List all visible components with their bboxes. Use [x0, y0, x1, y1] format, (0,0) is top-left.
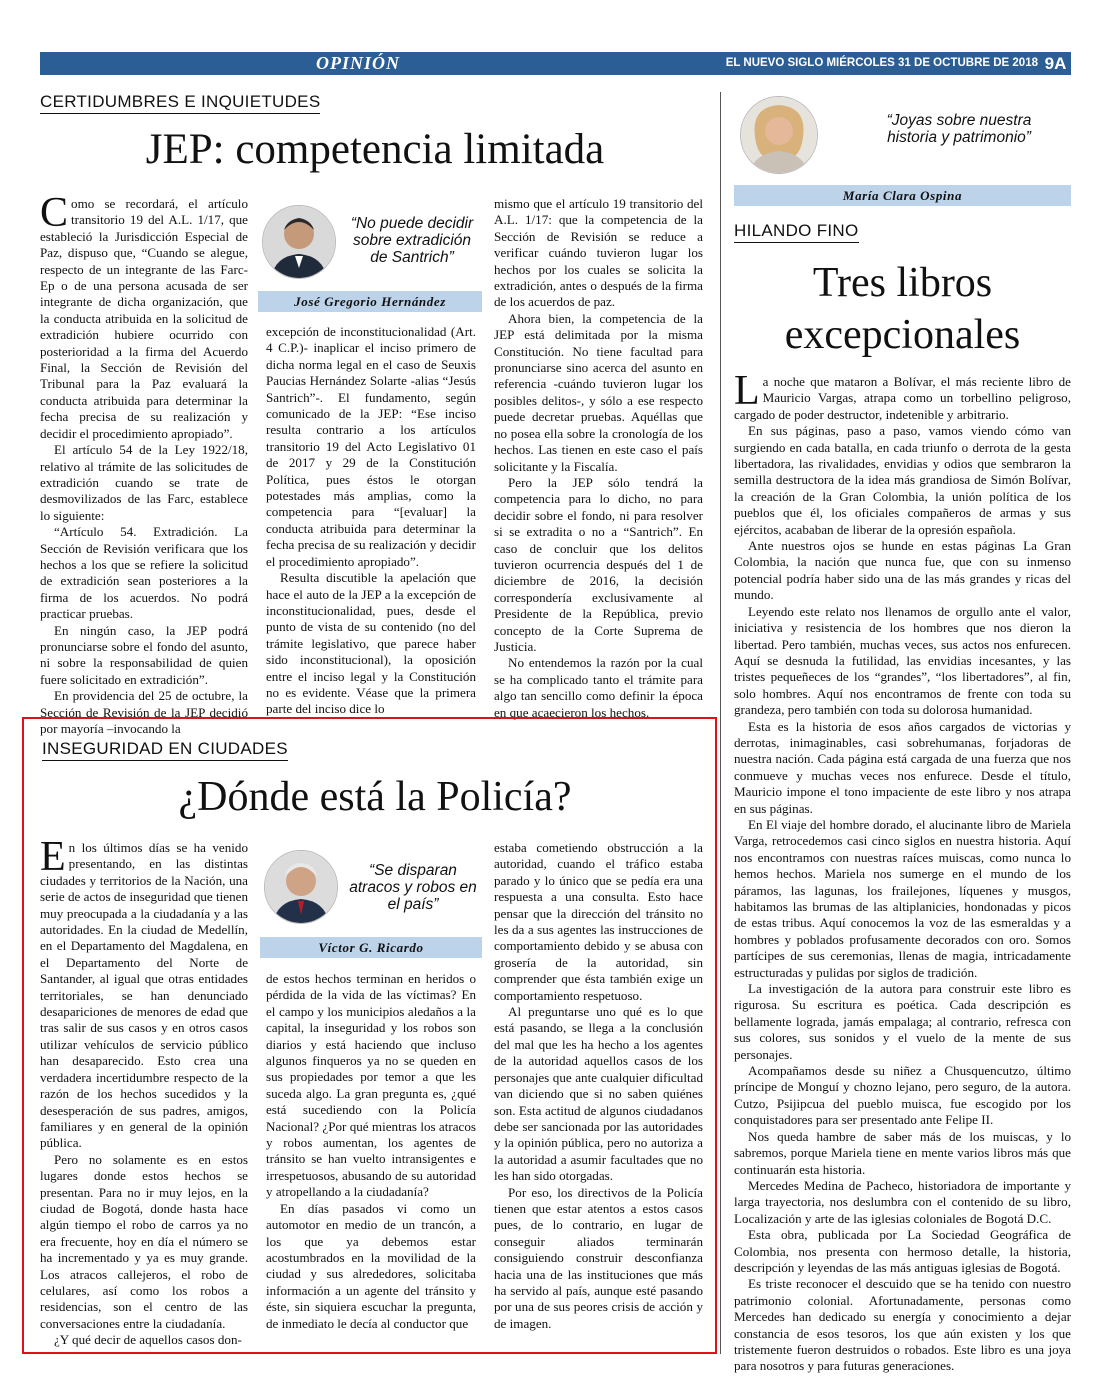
article2-title: ¿Dónde está la Policía? [178, 774, 572, 820]
article1-column-2 [266, 324, 476, 718]
article3-body [734, 368, 1071, 1375]
article1-paragraph: En providencia del 25 de octubre, la Sección de Revisión de la JEP decidió por mayoría –invocando la [40, 688, 248, 736]
article1-paragraph: Resulta discutible la apelación que hace el auto de la JEP a la excepción de inconstitucionalidad, pues, desde el punto de vista de su contenido (no del trámite legislativo, que parece haber sido inconstitucional), la oposición entre el inciso legal y la Constitución no es evidente. Véase que la primera parte del inciso dice lo [266, 570, 476, 717]
article2-quote-box [260, 844, 482, 958]
article1-column-1 [40, 190, 248, 737]
article3-paragraph: Leyendo este relato nos llenamos de orgullo ante el valor, iniciativa y resistencia de los hombres que nos dieron la libertad. Pero también, muchas veces, sus actos nos enfurecen. Aquí se desnuda la futilidad, las envidias incesantes, y las tristes pequeñeces de los “grandes”, “los libertadores”, al fin, solo hombres. Aquí nos encontramos de frente con toda su grandeza, pero también con toda su dolorosa humanidad. [734, 603, 1071, 718]
article3-paragraph: Es triste reconocer el descuido que se ha tenido con nuestro patrimonio colonial. Afortunadamente, personas como Mercedes han dedicado su energía y conocimiento a dejar constancia de esos tesoros, los que aún existen y los que tristemente fueron destruidos o robados. Este libro es una joya para nosotros y para futuras generaciones. [734, 1276, 1071, 1374]
article1-kicker: CERTIDUMBRES E INQUIETUDES [40, 92, 320, 114]
author-photo [740, 96, 818, 174]
author-photo [262, 205, 336, 279]
article1-paragraph: mismo que el artículo 19 transitorio del A.L. 1/17: que la competencia de la Sección de Revisión se reduce a verificar cuándo tuvieron lugar los hechos por los cuales se solicita la extradición, antes o después de la firma de los acuerdos de paz. [494, 196, 703, 310]
article1-pull-quote: “No puede decidir sobre extradición de Santrich” [350, 215, 474, 266]
article3-paragraph: Ante nuestros ojos se hunde en estas páginas La Gran Colombia, la nación que nunca fue, que con su inmenso potencial podría haber sido una de las más grandes y ricas del mundo. [734, 538, 1071, 603]
article2-column-3 [494, 840, 703, 1332]
article1-paragraph: “Artículo 54. Extradición. La Sección de Revisión verificara que los hechos a los que se refiere la solicitud de extradición sean posteriores a la firma de los acuerdos. No podrá practicar pruebas. [40, 524, 248, 622]
article2-paragraph: Por eso, los directivos de la Policía tienen que estar atentos a estos casos pues, de lo contrario, en lugar de conseguir aliados terminarán consiguiendo construir desconfianza hacia una de las instituciones que más ha servido al país, aunque esté pasando por una de sus peores crisis de acción y de imagen. [494, 1184, 703, 1331]
article3-paragraph: Nos queda hambre de saber más de los muiscas, y lo sabremos, porque Mariela tiene en mente varios libros más que continuarán esta historia. [734, 1128, 1071, 1177]
article2-pull-quote: “Se disparan atracos y robos en el país” [349, 862, 477, 913]
article1-title: JEP: competencia limitada [145, 126, 605, 173]
article3-paragraph: En sus páginas, paso a paso, vamos viendo cómo van surgiendo en cada batalla, en cada triunfo o derrota de la gesta libertadora, las rivalidades, envidias y odios que sembraron la semilla destructora de la idea más grandiosa de Simón Bolívar, la creación de la Gran Colombia, la unión política de los pueblos que él, los oficiales compañeros de armas y sus ejércitos, acababan de liberar de la opresión española. [734, 423, 1071, 537]
article1-paragraph: No entendemos la razón por la cual se ha complicado tanto el trámite para algo tan sencillo como definir la época en que acaecieron los hechos. [494, 655, 703, 720]
article3-paragraph: Esta obra, publicada por La Sociedad Geográfica de Colombia, nos presenta con hermoso detalle, la historia, descripción y leyendas de las más antiguas iglesias de Bogotá. [734, 1227, 1071, 1275]
article3-paragraph: Acompañamos desde su niñez a Chusquencutzo, último príncipe de Monguí y chozno lejano, pero seguro, de la autora. Cutzo, Psijipcua del pueblo muisca, fue escogido por los conquistadores para ser presentado ante Felipe II. [734, 1063, 1071, 1128]
article2-paragraph: estaba cometiendo obstrucción a la autoridad, cuando el tráfico estaba parado y lo único que se pedía era una respuesta a una consulta. Esto hace pensar que la dirección del tránsito no les da a sus agentes las instrucciones de comportamiento debido y se abusa con grosería de la autoridad, sin comprender que ésta también exige un comportamiento respetuoso. [494, 840, 703, 1003]
page-number: 9A [1044, 54, 1067, 73]
article2-paragraph: ¿Y qué decir de aquellos casos don- [54, 1332, 242, 1348]
article1-paragraph: excepción de inconstitucionalidad (Art. 4 C.P.)- inaplicar el inciso primero de dicha norma legal en el caso de Seuxis Paucias Hernández Solarte -alias “Jesús Santrich”-. El fundamento, según comunicado de la JEP: “Ese inciso resulta contrario a los artículos transitorio 19 del Acto Legislativo 01 de 2017 y 29 de la Constitución Política, pues éstos le otorgan potestades más amplias, como la competencia para “[evaluar] la conducta atribuida para determinar la fecha precisa de su realización y decidir el procedimiento apropiado”. [266, 324, 476, 569]
article2-column-2 [266, 971, 476, 1332]
article3-paragraph: Mercedes Medina de Pacheco, historiadora de importante y larga trayectoria, nos deslumbra con el contenido de su libro, Localización y arte de las iglesias coloniales de Bogotá D.C. [734, 1177, 1071, 1226]
article1-paragraph: Como se recordará, el artículo transitorio 19 del A.L. 1/17, que estableció la Jurisdicción Especial de Paz, dispuso que, “Cuando se alegue, respecto de un integrante de las Farc-Ep o de una persona acusada de ser integrante de dicha organización, que la conducta atribuida en la solicitud de extradición hubiere ocurrido con posterioridad a la firma del Acuerdo Final, la Sección de Revisión del Tribunal para la Paz evaluará la conducta atribuida para determinar la fecha precisa de su realización y decidir el procedimiento apropiado”. [40, 190, 248, 441]
article1-column-3 [494, 196, 703, 721]
article3-paragraph: En El viaje del hombre dorado, el alucinante libro de Mariela Varga, retrocedemos casi cinco siglos en nuestra historia. Aquí nos encontramos con nuestras raíces muiscas, como nunca lo hemos hechos. Mariela nos sumerge en el mundo de los páramos, las lagunas, los frailejones, líquenes y musgos, habitamos las brumas de las altiplanicies, hondonadas y picos de estas tribus. Aquí conocemos la voz de las esmeraldas y a hombres y poblados profusamente decorados con oro. Somos partícipes de sus ceremonias, llenas de magia, intricadamente estructuradas y pulidas por siglos de tradición. [734, 816, 1071, 980]
article1-quote-box [258, 199, 482, 312]
article2-kicker: INSEGURIDAD EN CIUDADES [42, 739, 288, 761]
article3-kicker: HILANDO FINO [734, 221, 859, 243]
article1-paragraph: Ahora bien, la competencia de la JEP está delimitada por la misma Constitución. No tiene facultad para pronunciarse sino acerca del asunto en referencia -cuándo tuvieron lugar los posibles delitos-, y sólo a ese respecto puede decretar pruebas. Aquéllas que no posea ella sobre la cronología de los hechos. Las tienen en este caso el país solicitante y la Fiscalía. [494, 310, 703, 474]
article3-title [734, 257, 1071, 361]
article3-title-line: excepcionales [784, 312, 1021, 358]
article2-paragraph: Pero no solamente es en estos lugares donde estos hechos se presentan. Para no ir muy lejos, en la ciudad de Bogotá, donde hasta hace algún tiempo el robo de carros ya no era frecuente, hoy en día el número se ha incrementado y ya es muy grande. Los atracos callejeros, el robo de celulares, así como los robos a residencias, son el centro de las conversaciones entre la ciudadanía. [40, 1151, 248, 1331]
article3-pull-quote: “Joyas sobre nuestra historia y patrimonio” [886, 112, 1032, 146]
author-photo [264, 850, 338, 924]
article2-paragraph: Al preguntarse uno qué es lo que está pasando, se llega a la conclusión del mal que les ha hecho a los agentes de la autoridad aquellos casos de los personajes que ante cualquier dificultad van diciendo que si no saben quiénes son. Esta actitud de algunos ciudadanos debe ser sancionada por las autoridades y la opinión pública, pero no autoriza a la autoridad a asumir facultades que no les han sido otorgadas. [494, 1004, 703, 1184]
article3-title-line: Tres libros [812, 260, 993, 306]
article2-author: Víctor G. Ricardo [260, 937, 482, 958]
article1-paragraph: Pero la JEP sólo tendrá la competencia para lo dicho, no para decidir sobre el fondo, ni para resolver si se extradita o no a “Santrich”. En caso de concluir que los delitos tuvieron ocurrencia después del 1 de diciembre de 2016, la decisión correspondería exclusivamente al Presidente de la República, previo concepto de la Corte Suprema de Justicia. [494, 474, 703, 654]
article1-author: José Gregorio Hernández [258, 291, 482, 312]
article3-paragraph: La noche que mataron a Bolívar, el más reciente libro de Mauricio Vargas, atrapa como un torbellino peligroso, cargado de poder destructor, indetenible y arbitrario. [734, 368, 1071, 422]
article2-paragraph: de estos hechos terminan en heridos o pérdida de la vida de las víctimas? En el campo y los municipios aledaños a la capital, la inseguridad y los robos son diarios y está haciendo que incluso algunos finqueros ya no se queden en sus propiedades por temor a que les suceda algo. La gran pregunta es, ¿qué está sucediendo con la Policía Nacional? ¿Por qué mientras los atracos y robos aumentan, los agentes de tránsito se han vuelto intransigentes e irrespetuosos, abusando de su autoridad y atropellando a la ciudadanía? [266, 971, 476, 1200]
article3-author: María Clara Ospina [734, 185, 1071, 206]
article3-paragraph: Esta es la historia de esos años cargados de victorias y derrotas, inimaginables, casi sobrehumanas, forjadoras de nuestra nación. Cada página está cargada de una fuerza que nos conmueve y muchas veces nos enfurece. Desde el título, Mauricio impone el tono impaciente de este libro y nos atrapa en sus páginas. [734, 718, 1071, 816]
article2-paragraph: En los últimos días se ha venido presentando, en las distintas ciudades y territorios de la Nación, una serie de actos de inseguridad que tienen muy preocupada a la ciudadanía y a las autoridades. En la ciudad de Medellín, en el Departamento del Magdalena, en el Departamento del Norte de Santander, al igual que otras entidades territoriales, se han denunciado desapariciones de menores de edad que tras salir de sus casos y en otros casos utilizar vehículos de servicio público han desaparecido. Esto crea una verdadera incertidumbre respecto de la razón de los hechos sucedidos y la desesperación de sus padres, amigos, familiares y en general de la opinión pública. [40, 834, 248, 1151]
column-divider [720, 92, 721, 1354]
article1-paragraph: En ningún caso, la JEP podrá pronunciarse sobre el fondo del asunto, ni sobre la responsabilidad de quien fuere solicitado en extradición”. [40, 622, 248, 687]
article3-quote-box [734, 92, 1071, 206]
masthead-date: EL NUEVO SIGLO MIÉRCOLES 31 DE OCTUBRE DE 2018 [725, 57, 1038, 69]
article2-paragraph: En días pasados vi como un automotor en medio de un trancón, a los que ya debemos estar acostumbrados en la movilidad de la ciudad y sus alrededores, solicitaba información a un agente del tránsito y éste, sin siquiera escuchar la pregunta, de inmediato le decía al conductor que [266, 1200, 476, 1331]
article3-paragraph: La investigación de la autora para construir este libro es rigurosa. Su escritura es poética. Cada descripción es bellamente lograda, jamás empalaga; al contrario, refresca con sus colores, sus sonidos y el vuelo de la mente de sus personajes. [734, 981, 1071, 1062]
article1-paragraph: El artículo 54 de la Ley 1922/18, relativo al trámite de las solicitudes de extradición cuando se trate de desmovilizados de las Farc, establece lo siguiente: [40, 442, 248, 523]
section-label: OPINIÓN [315, 53, 400, 73]
article2-column-1 [40, 834, 248, 1349]
